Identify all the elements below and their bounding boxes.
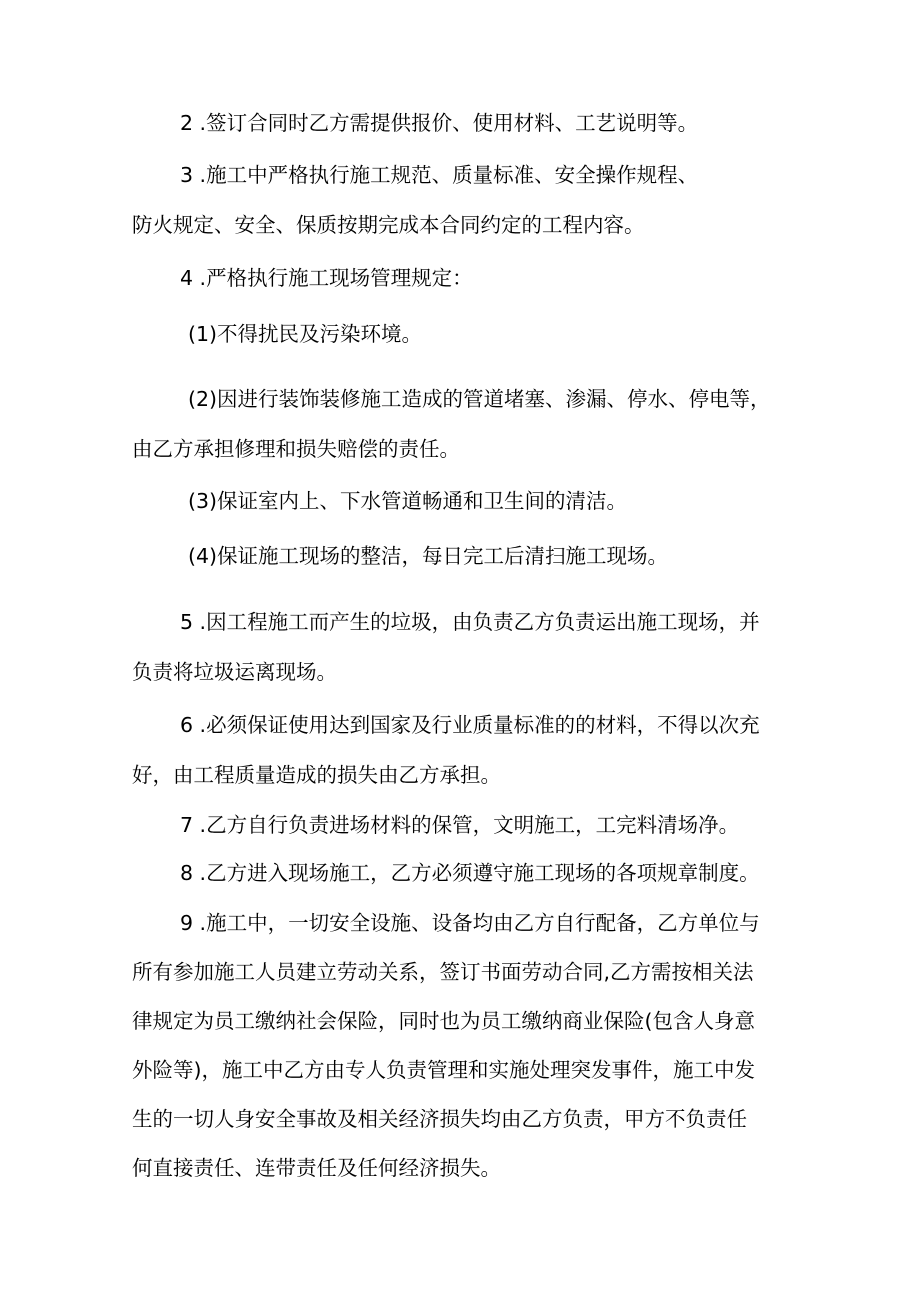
clause-4-line-1: 4 .严格执行施工现场管理规定： [180,266,473,290]
clause-9-line-1: 9 .施工中，一切安全设施、设备均由乙方自行配备，乙方单位与 [180,911,760,935]
clause-4-item-3: (3)保证室内上、下水管道畅通和卫生间的清洁。 [188,489,628,513]
clause-3-line-2: 防火规定、安全、保质按期完成本合同约定的工程内容。 [132,213,645,237]
clause-9-line-4: 外险等)，施工中乙方由专人负责管理和实施处理突发事件，施工中发 [132,1058,755,1082]
clause-4-item-1: (1)不得扰民及污染环境。 [188,322,423,346]
clause-5-line-1: 5 .因工程施工而产生的垃圾，由负责乙方负责运出施工现场，并 [180,610,760,634]
clause-2-line-1: 2 .签订合同时乙方需提供报价、使用材料、工艺说明等。 [180,111,699,135]
clause-4-item-4: (4)保证施工现场的整洁，每日完工后清扫施工现场。 [188,544,669,568]
clause-5-line-2: 负责将垃圾运离现场。 [132,660,337,684]
clause-9-line-3: 律规定为员工缴纳社会保险，同时也为员工缴纳商业保险(包含人身意 [132,1009,755,1033]
clause-9-line-6: 何直接责任、连带责任及任何经济损失。 [132,1156,501,1180]
clause-3-line-1: 3 .施工中严格执行施工规范、质量标准、安全操作规程、 [180,163,699,187]
clause-4-item-2-line-2: 由乙方承担修理和损失赔偿的责任。 [132,437,460,461]
clause-9-line-5: 生的一切人身安全事故及相关经济损失均由乙方负责，甲方不负责任 [132,1107,747,1131]
clause-6-line-1: 6 .必须保证使用达到国家及行业质量标准的的材料，不得以次充 [180,713,760,737]
clause-4-item-2-line-1: (2)因进行装饰装修施工造成的管道堵塞、渗漏、停水、停电等， [188,387,771,411]
clause-9-line-2: 所有参加施工人员建立劳动关系，签订书面劳动合同,乙方需按相关法 [132,960,754,984]
clause-7-line-1: 7 .乙方自行负责进场材料的保管，文明施工，工完料清场净。 [180,813,740,837]
clause-8-line-1: 8 .乙方进入现场施工，乙方必须遵守施工现场的各项规章制度。 [180,861,760,885]
clause-6-line-2: 好，由工程质量造成的损失由乙方承担。 [132,763,501,787]
